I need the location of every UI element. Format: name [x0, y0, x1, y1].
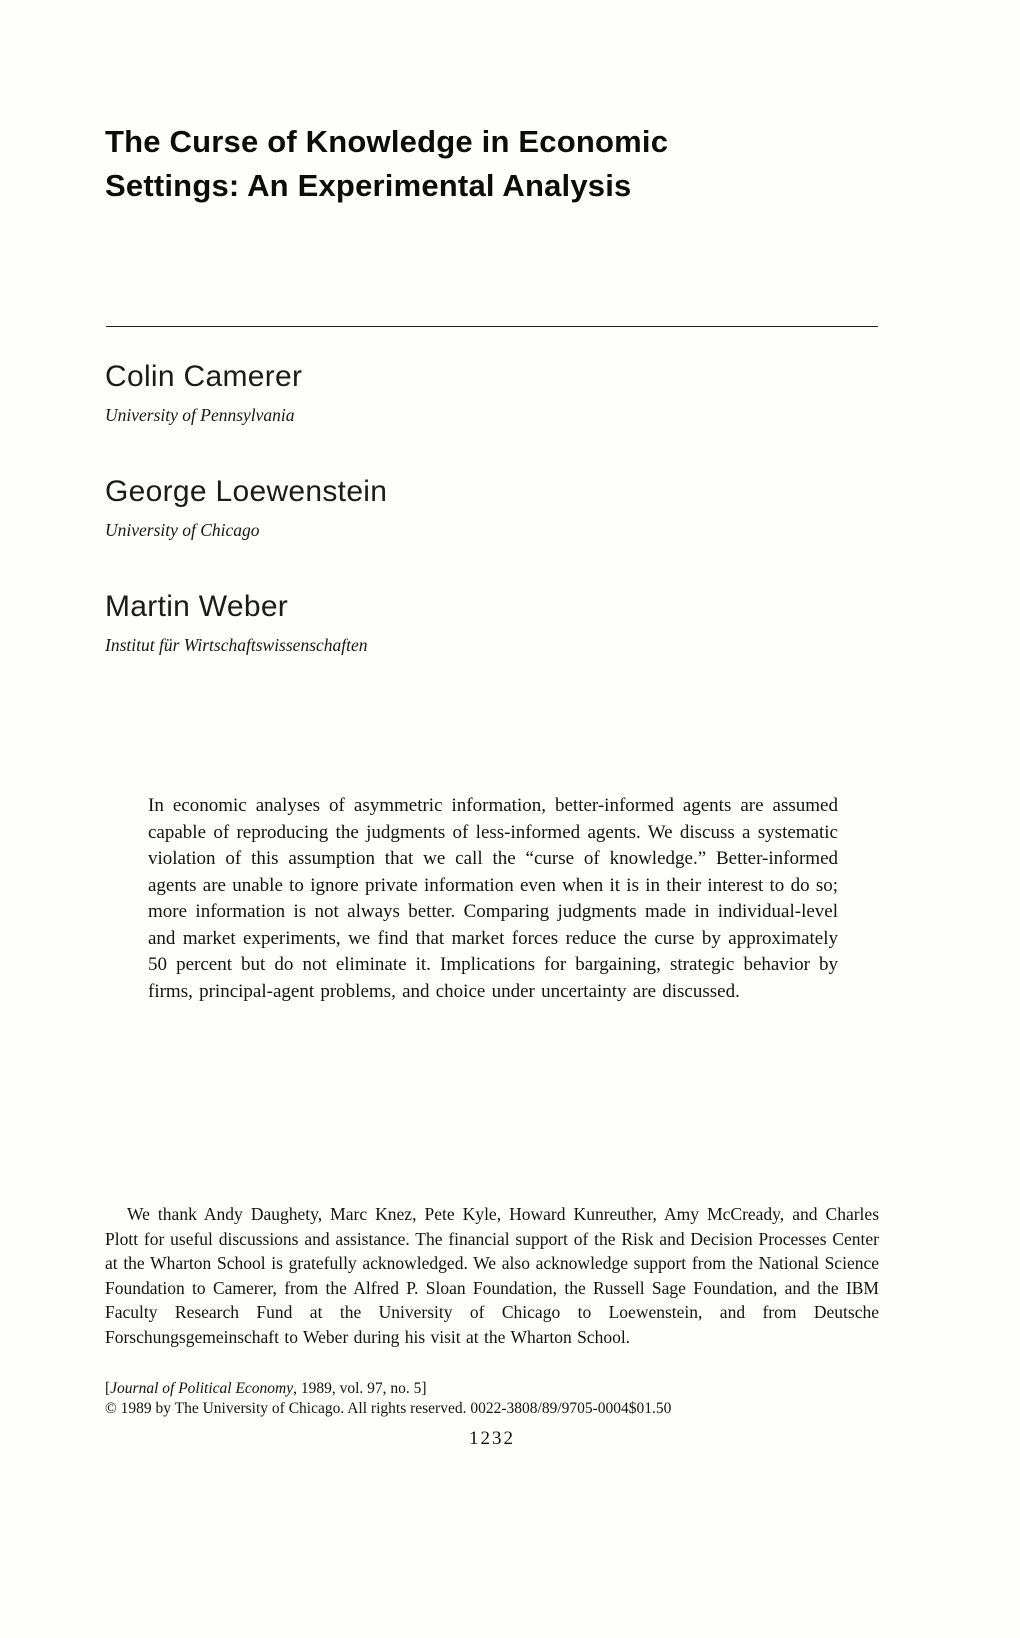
author-affiliation: University of Pennsylvania [105, 405, 295, 425]
author-name: George Loewenstein [105, 475, 388, 508]
abstract-text: In economic analyses of asymmetric information, better-informed agents are assumed capable of reproducing the judgments of less-informed agents. We discuss a systematic violation of this assumption that we call the “curse of knowledge.” Better-informed agents are unable to ignore private information even when it is in their interest to do so; more information is not always better. Comparing judgments made in individual-level and market experiments, we find that market forces reduce the curse by approximately 50 percent but do not eliminate it. Implications for bargaining, strategic behavior by firms, principal-agent problems, and choice under uncertainty are discussed. [148, 795, 838, 1002]
copyright-line: © 1989 by The University of Chicago. All rights reserved. 0022-3808/89/9705-0004$01.50 [105, 1400, 672, 1417]
page-number: 1232 [469, 1428, 515, 1449]
author-block [105, 360, 705, 425]
acknowledgment-footnote: We thank Andy Daughety, Marc Knez, Pete Kyle, Howard Kunreuther, Amy McCready, and Charles Plott for useful discussions and assistance. The financial support of the Risk and Decision Processes Center at the Wharton School is gratefully acknowledged. We also acknowledge support from the National Science Foundation to Camerer, from the Alfred P. Sloan Foundation, the Russell Sage Foundation, and the IBM Faculty Research Fund at the University of Chicago to Loewenstein, and from Deutsche Forschungsgemeinschaft to Weber during his visit at the Wharton School. [105, 1204, 879, 1347]
author-name: Martin Weber [105, 590, 289, 623]
paper-title-line1: The Curse of Knowledge in Economic [105, 124, 669, 159]
citation-bracket: [ [105, 1380, 111, 1397]
author-list [105, 360, 705, 705]
citation-line [105, 1379, 879, 1399]
paper-title [105, 120, 845, 208]
horizontal-rule [106, 326, 878, 327]
author-block [105, 590, 705, 655]
author-affiliation: University of Chicago [105, 520, 260, 540]
journal-citation [105, 1379, 879, 1419]
paper-title-line2: Settings: An Experimental Analysis [105, 168, 632, 203]
author-name: Colin Camerer [105, 360, 303, 393]
citation-volume-info: , 1989, vol. 97, no. 5] [293, 1380, 427, 1397]
author-affiliation: Institut für Wirtschaftswissenschaften [105, 635, 368, 655]
citation-journal-name: Journal of Political Economy [110, 1380, 294, 1397]
author-block [105, 475, 705, 540]
